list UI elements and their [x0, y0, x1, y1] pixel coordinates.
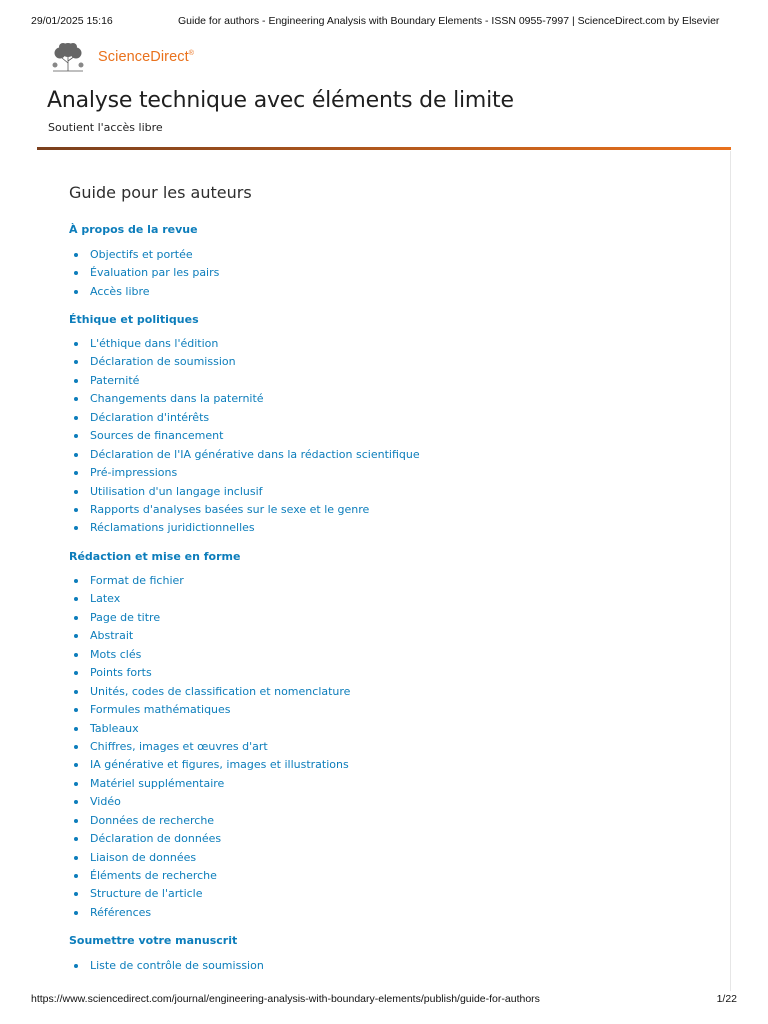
bullet-icon [74, 690, 78, 694]
toc-item-link[interactable]: Éléments de recherche [90, 869, 217, 882]
toc-item-link[interactable]: Changements dans la paternité [90, 392, 264, 406]
bullet-icon [74, 964, 78, 968]
bullet-icon [74, 911, 78, 915]
bullet-icon [74, 708, 78, 712]
toc-item[interactable] [74, 446, 420, 464]
print-date: 29/01/2025 15:16 [31, 15, 113, 27]
bullet-icon [74, 653, 78, 657]
toc-item[interactable] [74, 590, 350, 608]
bullet-icon [74, 819, 78, 823]
toc-item[interactable] [74, 409, 420, 427]
toc-item-link[interactable]: Chiffres, images et œuvres d'art [90, 739, 268, 753]
toc-item[interactable] [74, 793, 350, 811]
bullet-icon [74, 892, 78, 896]
brand-text: ScienceDirect [98, 49, 189, 65]
toc-item-link[interactable]: Unités, codes de classification et nomenclature [90, 684, 351, 698]
toc-item[interactable] [74, 867, 350, 885]
section-heading-about[interactable]: À propos de la revue [69, 223, 198, 236]
toc-item-link[interactable]: Objectifs et portée [90, 248, 193, 261]
guide-title: Guide pour les auteurs [69, 183, 252, 202]
toc-item[interactable] [74, 683, 350, 701]
toc-item[interactable] [74, 372, 420, 390]
bullet-icon [74, 616, 78, 620]
toc-item[interactable] [74, 283, 219, 301]
toc-item-link[interactable]: Structure de l'article [90, 887, 203, 901]
elsevier-tree-icon [49, 41, 87, 73]
bullet-icon [74, 416, 78, 420]
toc-item[interactable] [74, 849, 350, 867]
toc-item-link[interactable]: Réclamations juridictionnelles [90, 521, 255, 535]
toc-item-link[interactable]: IA générative et figures, images et illustrations [90, 758, 349, 772]
bullet-icon [74, 379, 78, 383]
toc-list-ethics [74, 335, 420, 538]
bullet-icon [74, 837, 78, 841]
bullet-icon [74, 597, 78, 601]
toc-item[interactable] [74, 775, 350, 793]
toc-item[interactable] [74, 627, 350, 645]
toc-item-link[interactable]: Déclaration de soumission [90, 355, 236, 369]
bullet-icon [74, 490, 78, 494]
toc-item-link[interactable]: Points forts [90, 666, 152, 680]
print-header [31, 15, 737, 31]
toc-item-link[interactable]: Déclaration de l'IA générative dans la rédaction scientifique [90, 447, 420, 461]
bullet-icon [74, 727, 78, 731]
toc-item[interactable] [74, 701, 350, 719]
bullet-icon [74, 634, 78, 638]
toc-item[interactable] [74, 830, 350, 848]
toc-item[interactable] [74, 264, 219, 282]
print-page-number: 1/22 [716, 993, 737, 1005]
title-divider [37, 147, 731, 150]
toc-item-link[interactable]: Liaison de données [90, 850, 197, 864]
bullet-icon [74, 874, 78, 878]
toc-item[interactable] [74, 664, 350, 682]
toc-item-link[interactable]: Paternité [90, 373, 140, 387]
journal-title[interactable]: Analyse technique avec éléments de limite [47, 88, 514, 113]
bullet-icon [74, 453, 78, 457]
toc-item[interactable] [74, 904, 350, 922]
toc-item-link[interactable]: Déclaration d'intérêts [90, 410, 210, 424]
toc-item[interactable] [74, 738, 350, 756]
toc-item[interactable] [74, 609, 350, 627]
toc-item-link[interactable]: Mots clés [90, 647, 142, 661]
bullet-icon [74, 342, 78, 346]
toc-item-link[interactable]: Format de fichier [90, 574, 184, 587]
toc-item-link[interactable]: L'éthique dans l'édition [90, 337, 219, 350]
journal-subtitle: Soutient l'accès libre [48, 121, 163, 134]
toc-item-link[interactable]: Déclaration de données [90, 832, 222, 846]
bullet-icon [74, 856, 78, 860]
toc-item[interactable] [74, 427, 420, 445]
toc-item[interactable] [74, 756, 350, 774]
brand-name [98, 49, 194, 65]
bullet-icon [74, 397, 78, 401]
toc-item[interactable] [74, 812, 350, 830]
bullet-icon [74, 763, 78, 767]
toc-item-link[interactable]: Vidéo [90, 795, 121, 809]
sciencedirect-logo[interactable] [49, 40, 194, 74]
bullet-icon [74, 745, 78, 749]
section-heading-writing[interactable]: Rédaction et mise en forme [69, 550, 241, 563]
toc-item[interactable] [74, 390, 420, 408]
bullet-icon [74, 253, 78, 257]
print-page-title: Guide for authors - Engineering Analysis with Boundary Elements - ISSN 0955-7997 | ScienceDirect.com by Elsevier [178, 15, 720, 27]
bullet-icon [74, 579, 78, 583]
toc-item-link[interactable]: Sources de financement [90, 429, 224, 443]
toc-item-link[interactable]: Références [90, 905, 152, 919]
bullet-icon [74, 508, 78, 512]
bullet-icon [74, 671, 78, 675]
toc-item[interactable] [74, 353, 420, 371]
toc-item-link[interactable]: Tableaux [90, 721, 139, 735]
toc-item-link[interactable]: Matériel supplémentaire [90, 776, 225, 790]
toc-item[interactable] [74, 519, 420, 537]
bullet-icon [74, 434, 78, 438]
toc-item[interactable] [74, 957, 264, 975]
toc-item-link[interactable]: Abstrait [90, 629, 134, 643]
bullet-icon [74, 471, 78, 475]
toc-item-link[interactable]: Liste de contrôle de soumission [90, 959, 264, 972]
toc-item[interactable] [74, 572, 350, 590]
toc-item[interactable] [74, 720, 350, 738]
toc-list-writing [74, 572, 350, 922]
toc-item-link[interactable]: Formules mathématiques [90, 703, 231, 717]
toc-item[interactable] [74, 501, 420, 519]
print-url: https://www.sciencedirect.com/journal/engineering-analysis-with-boundary-elements/publish/guide-for-authors [31, 993, 540, 1005]
toc-item-link[interactable]: Évaluation par les pairs [90, 266, 220, 280]
toc-item-link[interactable]: Accès libre [90, 284, 150, 298]
bullet-icon [74, 290, 78, 294]
toc-item[interactable] [74, 246, 219, 264]
toc-item[interactable] [74, 885, 350, 903]
toc-list-submit [74, 957, 264, 975]
toc-item-link[interactable]: Rapports d'analyses basées sur le sexe et le genre [90, 502, 370, 516]
bullet-icon [74, 800, 78, 804]
brand-mark: ® [188, 50, 195, 58]
bullet-icon [74, 782, 78, 786]
toc-item[interactable] [74, 646, 350, 664]
toc-item[interactable] [74, 464, 420, 482]
toc-item-link[interactable]: Page de titre [90, 610, 161, 624]
print-footer [31, 993, 737, 1009]
toc-item-link[interactable]: Pré-impressions [90, 466, 178, 480]
toc-item-link[interactable]: Utilisation d'un langage inclusif [90, 484, 263, 498]
toc-item[interactable] [74, 483, 420, 501]
bullet-icon [74, 271, 78, 275]
toc-item-link[interactable]: Latex [90, 592, 121, 606]
section-heading-ethics[interactable]: Éthique et politiques [69, 313, 199, 326]
toc-item-link[interactable]: Données de recherche [90, 813, 215, 827]
toc-item[interactable] [74, 335, 420, 353]
section-heading-submit[interactable]: Soumettre votre manuscrit [69, 934, 238, 947]
bullet-icon [74, 360, 78, 364]
toc-list-about [74, 246, 219, 301]
bullet-icon [74, 526, 78, 530]
